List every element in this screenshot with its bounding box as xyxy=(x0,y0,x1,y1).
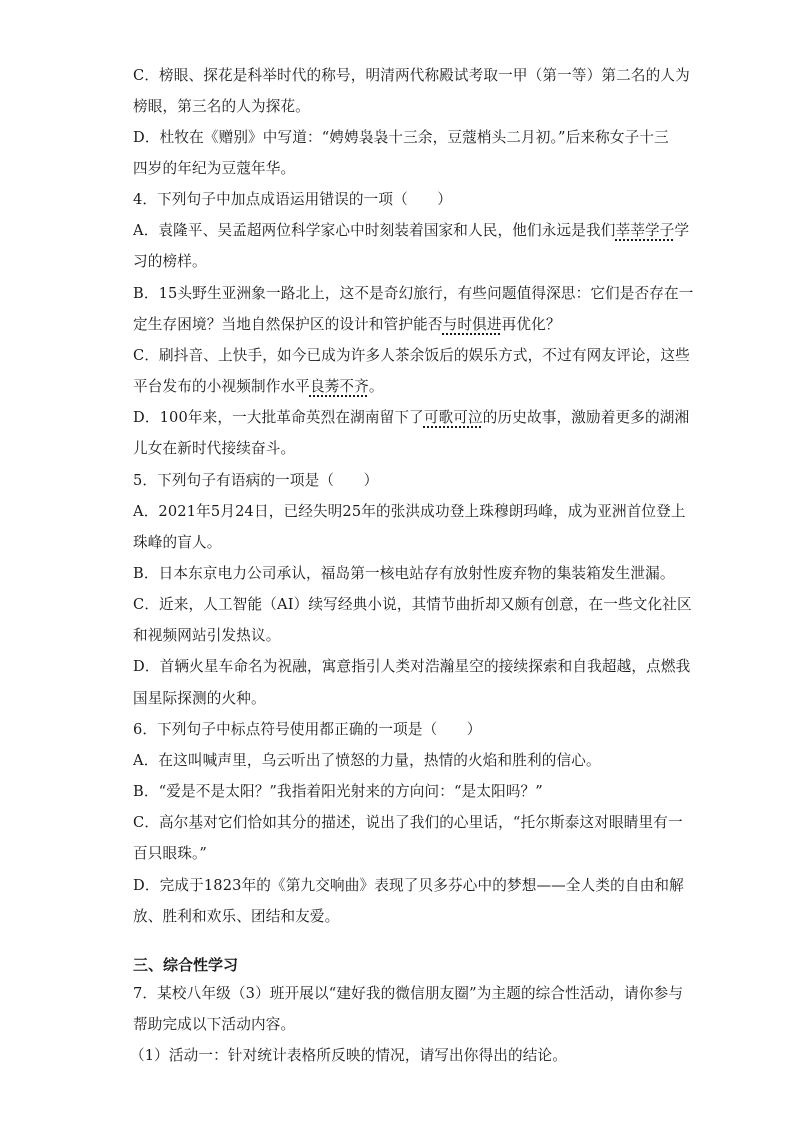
q6-option-d-line1: D．完成于1823年的《第九交响曲》表现了贝多芬心中的梦想——全人类的自由和解 xyxy=(133,877,684,894)
q6-option-d-line2: 放、胜利和欢乐、团结和友爱。 xyxy=(133,908,340,925)
question-7-line1: 7．某校八年级（3）班开展以“建好我的微信朋友圈”为主题的综合性活动，请你参与 xyxy=(133,985,684,1002)
section-title-integrated-learning: 三、综合性学习 xyxy=(133,956,239,974)
q4-option-b-line1: B．15头野生亚洲象一路北上，这不是奇幻旅行，有些问题值得深思：它们是否存在一 xyxy=(133,285,694,302)
q6-option-b: B．“爱是不是太阳？”我指着阳光射来的方向问：“是太阳吗？” xyxy=(133,783,543,800)
dotted-idiom: 莘莘学子 xyxy=(615,222,675,239)
q5-option-b: B．日本东京电力公司承认，福岛第一核电站存有放射性废弃物的集装箱发生泄漏。 xyxy=(133,565,675,582)
activity-1-prompt: （1）活动一：针对统计表格所反映的情况，请写出你得出的结论。 xyxy=(130,1047,568,1064)
q5-option-d-line2: 国星际探测的火种。 xyxy=(133,690,266,707)
q5-option-c-line1: C．近来，人工智能（AI）续写经典小说，其情节曲折却又颇有创意，在一些文化社区 xyxy=(133,596,692,613)
q4-option-a-line1: A．袁隆平、吴孟超两位科学家心中时刻装着国家和人民，他们永远是我们莘莘学子学 xyxy=(133,222,690,239)
question-7-line2: 帮助完成以下活动内容。 xyxy=(133,1016,296,1033)
q6-option-a: A．在这叫喊声里，乌云听出了愤怒的力量，热情的火焰和胜利的信心。 xyxy=(133,752,601,769)
question-5-stem: 5．下列句子有语病的一项是（ ） xyxy=(133,472,379,489)
q4-option-d-line2: 儿女在新时代接续奋斗。 xyxy=(133,440,296,457)
q3-option-d-line2: 四岁的年纪为豆蔻年华。 xyxy=(133,160,296,177)
question-6-stem: 6．下列句子中标点符号使用都正确的一项是（ ） xyxy=(133,721,482,738)
q4-option-c-line2: 平台发布的小视频制作水平良莠不齐。 xyxy=(133,378,384,395)
q5-option-a-line1: A．2021年5月24日，已经失明25年的张洪成功登上珠穆朗玛峰，成为亚洲首位登上 xyxy=(133,503,686,520)
q3-option-c-line2: 榜眼，第三名的人为探花。 xyxy=(133,98,310,115)
q5-option-c-line2: 和视频网站引发热议。 xyxy=(133,627,281,644)
q4-option-b-line2: 定生存困境？当地自然保护区的设计和管护能否与时俱进再优化？ xyxy=(133,316,561,333)
dotted-idiom: 良莠不齐 xyxy=(309,378,369,395)
q6-option-c-line1: C．高尔基对它们恰如其分的描述，说出了我们的心里话，“托尔斯泰这对眼睛里有一 xyxy=(133,814,683,831)
q4-option-a-line2: 习的榜样。 xyxy=(133,253,207,270)
q3-option-c-line1: C．榜眼、探花是科举时代的称号，明清两代称殿试考取一甲（第一等）第二名的人为 xyxy=(133,67,690,84)
dotted-idiom: 与时俱进 xyxy=(442,316,502,333)
q4-option-c-line1: C．刷抖音、上快手，如今已成为许多人茶余饭后的娱乐方式，不过有网友评论，这些 xyxy=(133,347,690,364)
q5-option-d-line1: D．首辆火星车命名为祝融，寓意指引人类对浩瀚星空的接续探索和自我超越，点燃我 xyxy=(133,658,691,675)
dotted-idiom: 可歌可泣 xyxy=(423,409,483,426)
q3-option-d-line1: D．杜牧在《赠别》中写道：“娉娉袅袅十三余，豆蔻梢头二月初。”后来称女子十三 xyxy=(133,129,669,146)
question-4-stem: 4．下列句子中加点成语运用错误的一项（ ） xyxy=(133,191,453,208)
q4-option-d-line1: D．100年来，一大批革命英烈在湖南留下了可歌可泣的历史故事，激励着更多的湖湘 xyxy=(133,409,690,426)
q6-option-c-line2: 百只眼珠。” xyxy=(133,845,208,862)
q5-option-a-line2: 珠峰的盲人。 xyxy=(133,534,222,551)
